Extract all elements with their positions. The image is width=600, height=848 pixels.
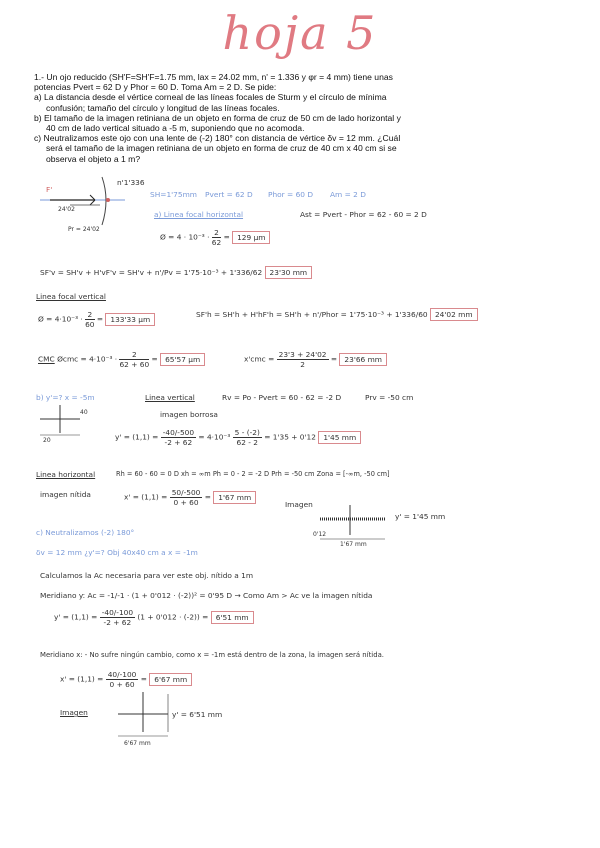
b-horizontal-equation: Rh = 60 - 60 = 0 D xh = ∞m Ph = 0 - 2 = -2 D Prh = -50 cm Zona = [-∞m, -50 cm] (116, 470, 390, 478)
problem-part-a: a) La distancia desde el vértice corneal de las líneas focales de Sturm y el círculo de mínima confusión; tamaño del círculo y longitud de las líneas focales. (34, 92, 387, 113)
given-pvert: Pvert = 62 D (205, 190, 253, 199)
vertical-diameter-num: 2 (85, 310, 94, 320)
heading-b-horizontal-line: Linea horizontal (36, 470, 96, 479)
given-am: Am = 2 D (330, 190, 366, 199)
sketch-focus-label: F' (46, 185, 53, 194)
diameter-den: 62 (211, 238, 222, 247)
sketch-radius-label: Pr = 24'02 (68, 226, 100, 233)
cross-width-label: 20 (43, 437, 51, 444)
c-image-height-label: y' = 6'51 mm (172, 710, 223, 719)
section-b-heading: b) y'=? x = -5m (36, 393, 95, 402)
cmc-num: 2 (119, 350, 149, 360)
vertical-focal-mid: = 1'75·10⁻³ + 1'336/60 (340, 310, 428, 319)
vertical-focal-lhs: SF'h = SH'h + H'hF'h = SH'h + n'/Phor (196, 310, 339, 319)
given-sh: SH=1'75mm (150, 190, 197, 199)
heading-horizontal-focal-line: a) Linea focal horizontal (154, 210, 244, 219)
c-y-lhs: y' = (1,1) = (54, 612, 98, 622)
result-box-horizontal-diameter: 129 μm (232, 231, 270, 244)
c-x-den: 0 + 60 (109, 680, 135, 689)
diameter-equation: Ø = 4 · 10⁻³ · $\frac{2}{62}$ = 129 μm (160, 228, 270, 247)
vertical-diameter-fraction (85, 310, 94, 329)
vertical-focal-equation (196, 310, 478, 319)
b-x-fraction (170, 488, 203, 507)
sturm-equation (40, 268, 312, 277)
cmc-position-equation: x'cmc = $\frac{23'3 + 24'02}{2}$ = 23'66 mm (244, 350, 387, 369)
b-x-lhs: x' = (1,1) = (124, 492, 168, 502)
c-x-lhs: x' = (1,1) = (60, 674, 104, 684)
c-image-cross (118, 692, 178, 742)
heading-vertical-focal-line: Linea focal vertical (36, 292, 106, 301)
b-y-tail: = 1'35 + 0'12 (264, 432, 316, 442)
c-image-width-label: 6'67 mm (124, 740, 151, 747)
vertical-diameter-equation: Ø = 4·10⁻³ · $\frac{2}{60}$ = 133'33 μm (38, 310, 155, 329)
given-phor: Phor = 60 D (268, 190, 314, 199)
result-box-c-vertical: 6'51 mm (211, 611, 254, 624)
cmc-den: 62 + 60 (119, 360, 150, 369)
b-x-den: 0 + 60 (173, 498, 199, 507)
c-x-fraction (106, 670, 139, 689)
problem-statement (34, 72, 406, 164)
diameter-fraction (212, 228, 221, 247)
heading-b-vertical-line: Linea vertical (145, 393, 195, 402)
result-box-sturm-vertical: 23'30 mm (265, 266, 313, 279)
c-meridian-y-mid: Ac = -1/-1 · (1 + 0'012 · (-2))² = 0'95 D (87, 591, 233, 600)
b-image-height-equation (115, 428, 361, 447)
b-y-fraction-2 (233, 428, 262, 447)
b-vertical-note: Prv = -50 cm (365, 393, 414, 402)
c-x-num: 40/-100 (107, 670, 137, 679)
b-image-cross (320, 505, 390, 545)
sturm-lhs: SF'v = SH'v + H'vF'v = SH'v + n'/Pv (40, 268, 173, 277)
cross-height-label: 40 (80, 409, 88, 416)
b-y-lhs: y' = (1,1) = (115, 432, 159, 442)
c-calc-intro: Calculamos la Ac necesaria para ver este obj. nítido a 1m (40, 571, 254, 580)
b-horizontal-image-equation: x' = (1,1) = $\frac{50/-500}{0 + 60}$ = 1'67 mm (124, 488, 256, 507)
b-x-num: 50/-500 (171, 488, 201, 497)
b-image-height-label: y' = 1'45 mm (395, 512, 446, 521)
result-box-sturm-horizontal: 24'02 mm (430, 308, 478, 321)
cmc-position-den: 2 (300, 360, 305, 369)
c-image-label: Imagen (60, 708, 88, 717)
problem-intro: 1.- Un ojo reducido (SH'F=SH'F=1.75 mm, lax = 24.02 mm, n' = 1.336 y φr = 4 mm) tiene unas potencias Pvert = 62 D y Phor = 60 D. Toma Am = 2 D. Se pide: (34, 72, 393, 93)
c-image-height-equation (54, 608, 254, 627)
cmc-lhs: Øcmc = 4·10⁻³ · (57, 354, 118, 364)
c-meridian-x-line: Meridiano x: - No sufre ningún cambio, como x = -1m está dentro de la zona, la imagen será nítida. (40, 651, 384, 659)
c-y-den: -2 + 62 (103, 618, 132, 627)
result-box-cmc-diameter: 65'57 μm (160, 353, 205, 366)
b-y-frac2-num: 5 - (-2) (234, 428, 260, 437)
page-title: hoja 5 (222, 6, 378, 60)
section-c-subheading: δv = 12 mm ¿y'=? Obj 40x40 cm a x = -1m (36, 548, 198, 557)
vertical-diameter-den: 60 (85, 320, 95, 329)
result-box-c-horizontal: 6'67 mm (149, 673, 192, 686)
cmc-heading: CMC (38, 354, 55, 364)
b-vertical-equation: Rv = Po - Pvert = 60 - 62 = -2 D (222, 393, 342, 402)
problem-part-c: c) Neutralizamos este ojo con una lente de (-2) 180° con distancia de vértice δv = 12 mm. ¿Cuál será el tamaño de la imagen retiniana de un objeto en forma de cruz de 40 cm x 40 cm si se observa el objeto a 1 m? (34, 133, 401, 164)
sturm-mid: = 1'75·10⁻³ + 1'336/62 (175, 268, 263, 277)
cmc-position-num: 23'3 + 24'02 (278, 350, 327, 359)
sketch-distance-label: 24'02 (58, 206, 75, 213)
b-sharp-image-note: imagen nítida (40, 490, 91, 499)
b-y-frac1-den: -2 + 62 (164, 438, 193, 447)
result-box-cmc-position: 23'66 mm (339, 353, 387, 366)
cmc-equation: CMC Øcmc = 4·10⁻³ · $\frac{2}{62 + 60}$ = 65'57 μm (38, 350, 205, 369)
result-box-b-vertical: 1'45 mm (318, 431, 361, 444)
c-y-fraction (100, 608, 135, 627)
b-image-label: Imagen (285, 500, 313, 509)
diameter-num: 2 (212, 228, 221, 238)
c-meridian-y-line (40, 591, 372, 600)
cmc-position-lhs: x'cmc = (244, 354, 275, 364)
b-y-mid: = 4·10⁻³ (198, 432, 231, 442)
astigmatism-equation: Ast = Pvert - Phor = 62 - 60 = 2 D (300, 210, 427, 219)
result-box-b-horizontal: 1'67 mm (213, 491, 256, 504)
b-y-frac2-den: 62 - 2 (236, 438, 258, 447)
b-y-fraction-1 (161, 428, 196, 447)
c-image-width-equation: x' = (1,1) = $\frac{40/-100}{0 + 60}$ = 6'67 mm (60, 670, 192, 689)
problem-part-b: b) El tamaño de la imagen retiniana de un objeto en forma de cruz de 50 cm de lado horizontal y 40 cm de lado vertical situado a -5 m, suponiendo que no acomoda. (34, 112, 401, 134)
section-c-heading: c) Neutralizamos (-2) 180° (36, 528, 135, 537)
c-y-tail: (1 + 0'012 · (-2)) = (137, 612, 209, 622)
cmc-fraction (119, 350, 149, 369)
c-meridian-y-lhs: Meridiano y: (40, 591, 86, 600)
b-image-width-label: 1'67 mm (340, 541, 367, 548)
b-y-frac1-num: -40/-500 (162, 428, 195, 437)
sketch-index-label: n'1'336 (117, 178, 145, 187)
c-meridian-y-tail: → Como Am > Ac ve la imagen nítida (234, 591, 373, 600)
b-blurred-image-note: imagen borrosa (160, 410, 218, 419)
result-box-vertical-diameter: 133'33 μm (105, 313, 155, 326)
vertical-diameter-lhs: Ø = 4·10⁻³ · (38, 314, 83, 324)
c-y-num: -40/-100 (101, 608, 134, 617)
b-image-offset-label: 0'12 (313, 531, 327, 538)
diameter-lhs: Ø = 4 · 10⁻³ · (160, 232, 210, 242)
cmc-position-fraction (277, 350, 329, 369)
